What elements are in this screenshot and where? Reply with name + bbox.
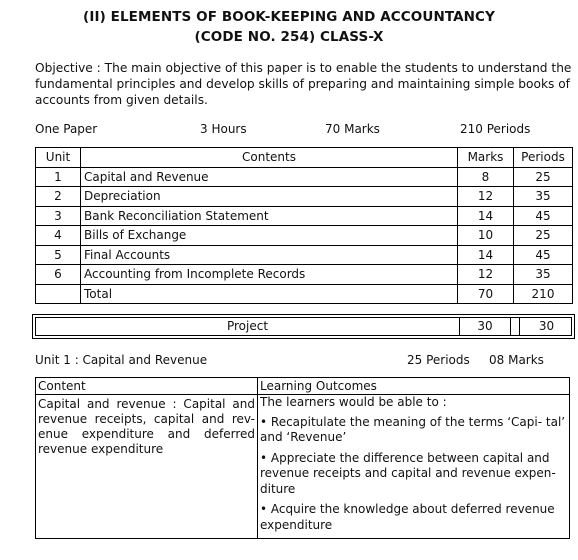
lo-outcome-item: • Appreciate the difference between capital and revenue receipts and capital and revenue expen- diture bbox=[260, 450, 556, 496]
total-marks: 70 bbox=[458, 284, 514, 304]
lo-intro: The learners would be able to : bbox=[260, 395, 447, 409]
lo-content-text: Capital and revenue : Capital and revenue receipts, capital and rev- enue expenditure and deferred revenue expenditure bbox=[36, 395, 258, 539]
total-label: Total bbox=[81, 284, 458, 304]
header-periods: Periods bbox=[514, 148, 573, 168]
lo-body-row bbox=[36, 395, 570, 539]
project-label: Project bbox=[226, 319, 269, 333]
unit-content: Bank Reconciliation Statement bbox=[81, 206, 458, 226]
paper-hours: 3 Hours bbox=[200, 122, 247, 136]
unit-periods: 25 bbox=[514, 226, 573, 246]
unit1-title: Unit 1 : Capital and Revenue bbox=[35, 353, 208, 367]
total-periods: 210 bbox=[514, 284, 573, 304]
table-row bbox=[36, 226, 573, 246]
unit-marks: 12 bbox=[458, 187, 514, 207]
header-unit: Unit bbox=[36, 148, 81, 168]
unit-marks: 14 bbox=[458, 206, 514, 226]
units-table bbox=[35, 147, 573, 304]
project-periods: 30 bbox=[519, 318, 573, 335]
lo-outcome-item: • Recapitulate the meaning of the terms ‘Capi- tal’ and ‘Revenue’ bbox=[260, 414, 566, 444]
learning-outcomes-table bbox=[35, 377, 570, 539]
lo-header-row bbox=[36, 378, 570, 395]
table-row bbox=[36, 167, 573, 187]
unit-marks: 14 bbox=[458, 245, 514, 265]
unit-content: Final Accounts bbox=[81, 245, 458, 265]
header-marks: Marks bbox=[458, 148, 514, 168]
table-header-row bbox=[36, 148, 573, 168]
table-row bbox=[36, 187, 573, 207]
project-row bbox=[35, 317, 572, 336]
unit-content: Depreciation bbox=[81, 187, 458, 207]
lo-header-content: Content bbox=[36, 378, 258, 395]
header-contents: Contents bbox=[81, 148, 458, 168]
unit-marks: 10 bbox=[458, 226, 514, 246]
unit-periods: 45 bbox=[514, 245, 573, 265]
unit1-marks: 08 Marks bbox=[489, 353, 544, 367]
unit-content: Capital and Revenue bbox=[81, 167, 458, 187]
paper-periods: 210 Periods bbox=[460, 122, 531, 136]
lo-header-outcomes: Learning Outcomes bbox=[258, 378, 570, 395]
table-row bbox=[36, 206, 573, 226]
lo-outcomes-cell bbox=[258, 395, 570, 539]
unit-periods: 45 bbox=[514, 206, 573, 226]
unit-number: 4 bbox=[36, 226, 81, 246]
objective-paragraph: Objective : The main objective of this paper is to enable the students to understand the fundamental principles and develop skills of preparing and maintaining simple books of accounts from given details. bbox=[35, 61, 572, 107]
unit-content: Bills of Exchange bbox=[81, 226, 458, 246]
unit-number: 1 bbox=[36, 167, 81, 187]
unit-number: 5 bbox=[36, 245, 81, 265]
total-row bbox=[36, 284, 573, 304]
unit-number: 6 bbox=[36, 265, 81, 285]
project-marks: 30 bbox=[459, 318, 511, 335]
table-row bbox=[36, 265, 573, 285]
table-row bbox=[36, 245, 573, 265]
lo-outcome-item: • Acquire the knowledge about deferred revenue expenditure bbox=[260, 502, 555, 532]
unit-periods: 35 bbox=[514, 265, 573, 285]
total-unit-empty bbox=[36, 284, 81, 304]
unit-number: 2 bbox=[36, 187, 81, 207]
unit-periods: 25 bbox=[514, 167, 573, 187]
unit1-periods: 25 Periods bbox=[407, 353, 470, 367]
unit-content: Accounting from Incomplete Records bbox=[81, 265, 458, 285]
paper-count: One Paper bbox=[35, 122, 98, 136]
unit-marks: 12 bbox=[458, 265, 514, 285]
paper-marks: 70 Marks bbox=[325, 122, 380, 136]
document-title: (II) ELEMENTS OF BOOK-KEEPING AND ACCOUNTANCY bbox=[83, 9, 495, 25]
unit-periods: 35 bbox=[514, 187, 573, 207]
unit-marks: 8 bbox=[458, 167, 514, 187]
unit-number: 3 bbox=[36, 206, 81, 226]
document-subtitle: (CODE NO. 254) CLASS-X bbox=[194, 29, 384, 45]
